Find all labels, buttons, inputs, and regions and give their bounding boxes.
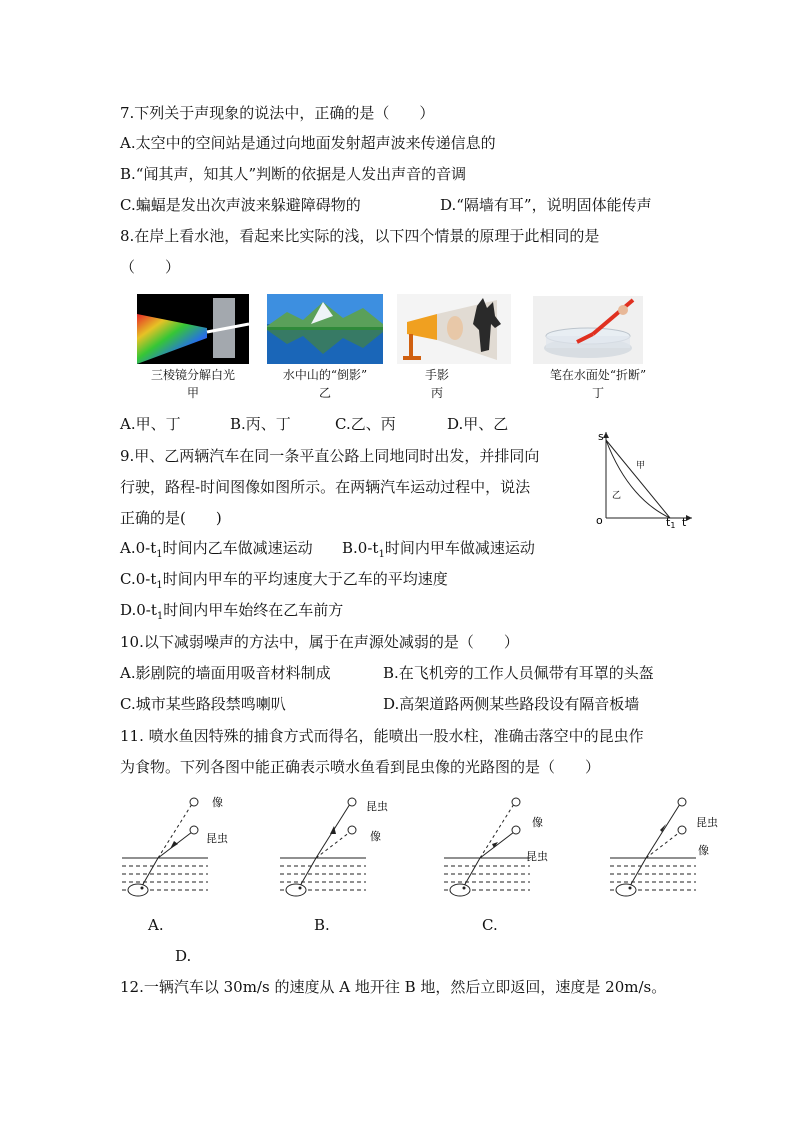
q9-option-c: $C.0-t_1$时间内甲车的平均速度大于乙车的平均速度: [120, 570, 448, 591]
q9-line2: 行驶，路程-时间图像如图所示。在两辆汽车运动过程中，说法: [120, 478, 531, 496]
fig-d-bottom-label: 像: [698, 844, 709, 857]
q8-tag-bing: 丙: [430, 386, 443, 400]
fig-b-bottom-label: 像: [370, 830, 381, 843]
q10-stem: 10.以下减弱噪声的方法中，属于在声源处减弱的是（ ）: [120, 633, 519, 651]
mountain-reflection-photo: [267, 294, 383, 364]
q7-option-b: B.“闻其声，知其人”判断的依据是人发出声音的音调: [120, 165, 467, 183]
q11-line1: 11. 喷水鱼因特殊的捕食方式而得名，能喷出一股水柱，准确击落空中的昆虫作: [120, 727, 644, 745]
q8-caption-jia: 三棱镜分解白光: [150, 368, 235, 382]
fig-a-letter: A.: [148, 916, 164, 934]
q12-stem: 12.一辆汽车以 30m/s 的速度从 A 地开往 B 地，然后立即返回，速度是 20m/s。: [120, 978, 667, 996]
q9-option-b: $B.0-t_1$时间内甲车做减速运动: [342, 539, 535, 560]
graph-t-label: t: [682, 516, 687, 529]
q9-option-a: $A.0-t_1$时间内乙车做减速运动: [120, 539, 313, 560]
q8-tag-yi: 乙: [318, 386, 331, 400]
graph-jia-label: 甲: [636, 461, 646, 471]
q8-caption-bing: 手影: [424, 368, 449, 382]
q10-option-a: A.影剧院的墙面用吸音材料制成: [120, 664, 331, 682]
fig-a-top-label: 像: [212, 796, 223, 809]
q10-option-d: D.高架道路两侧某些路段设有隔音板墙: [383, 695, 640, 713]
graph-s-label: s: [598, 430, 604, 443]
q8-option-a: A.甲、丁: [120, 415, 181, 433]
q8-option-c: C.乙、丙: [335, 415, 396, 433]
q8-tag-jia: 甲: [186, 386, 199, 400]
graph-origin-label: o: [596, 514, 603, 527]
q8-option-d: D.甲、乙: [447, 415, 509, 433]
fig-d-letter: D.: [175, 947, 192, 965]
q8-tag-ding: 丁: [591, 386, 604, 400]
graph-t1-label: t1: [666, 516, 676, 530]
q9-option-d: $D.0-t_1$时间内甲车始终在乙车前方: [120, 601, 344, 622]
fig-b-letter: B.: [314, 916, 330, 934]
q10-option-c: C.城市某些路段禁鸣喇叭: [120, 695, 286, 713]
graph-yi-label: 乙: [612, 491, 622, 501]
q11-line2: 为食物。下列各图中能正确表示喷水鱼看到昆虫像的光路图的是（ ）: [120, 758, 601, 776]
fig-c-top-label: 像: [532, 816, 543, 829]
light-path-figure-c: [440, 790, 570, 915]
fig-b-top-label: 昆虫: [366, 800, 388, 813]
q8-caption-ding: 笔在水面处“折断”: [549, 368, 647, 382]
q8-paren: （ ）: [120, 258, 181, 276]
q7-option-c: C.蝙蝠是发出次声波来躲避障碍物的: [120, 196, 361, 214]
q10-option-b: B.在飞机旁的工作人员佩带有耳罩的头盔: [383, 664, 654, 682]
q8-option-b: B.丙、丁: [230, 415, 291, 433]
light-path-figure-a: [118, 790, 248, 915]
s-t-graph: [592, 426, 696, 530]
fig-c-letter: C.: [482, 916, 498, 934]
q7-option-d: D.“隔墙有耳”，说明固体能传声: [440, 196, 652, 214]
pencil-water-photo: [533, 296, 643, 364]
fig-a-bottom-label: 昆虫: [206, 832, 228, 845]
q9-line3: 正确的是( ): [120, 509, 222, 527]
light-path-figure-b: [276, 790, 406, 915]
hand-shadow-photo: [397, 294, 511, 364]
fig-d-top-label: 昆虫: [696, 816, 718, 829]
q7-stem: 7.下列关于声现象的说法中，正确的是（ ）: [120, 104, 435, 122]
fig-c-bottom-label: 昆虫: [526, 850, 548, 863]
q8-stem: 8.在岸上看水池，看起来比实际的浅，以下四个情景的原理于此相同的是: [120, 227, 600, 245]
q7-option-a: A.太空中的空间站是通过向地面发射超声波来传递信息的: [120, 134, 496, 152]
q9-line1: 9.甲、乙两辆汽车在同一条平直公路上同地同时出发，并排同向: [120, 447, 540, 465]
q8-caption-yi: 水中山的“倒影”: [282, 368, 368, 382]
light-path-figure-d: [606, 790, 736, 915]
prism-photo: [137, 294, 249, 364]
